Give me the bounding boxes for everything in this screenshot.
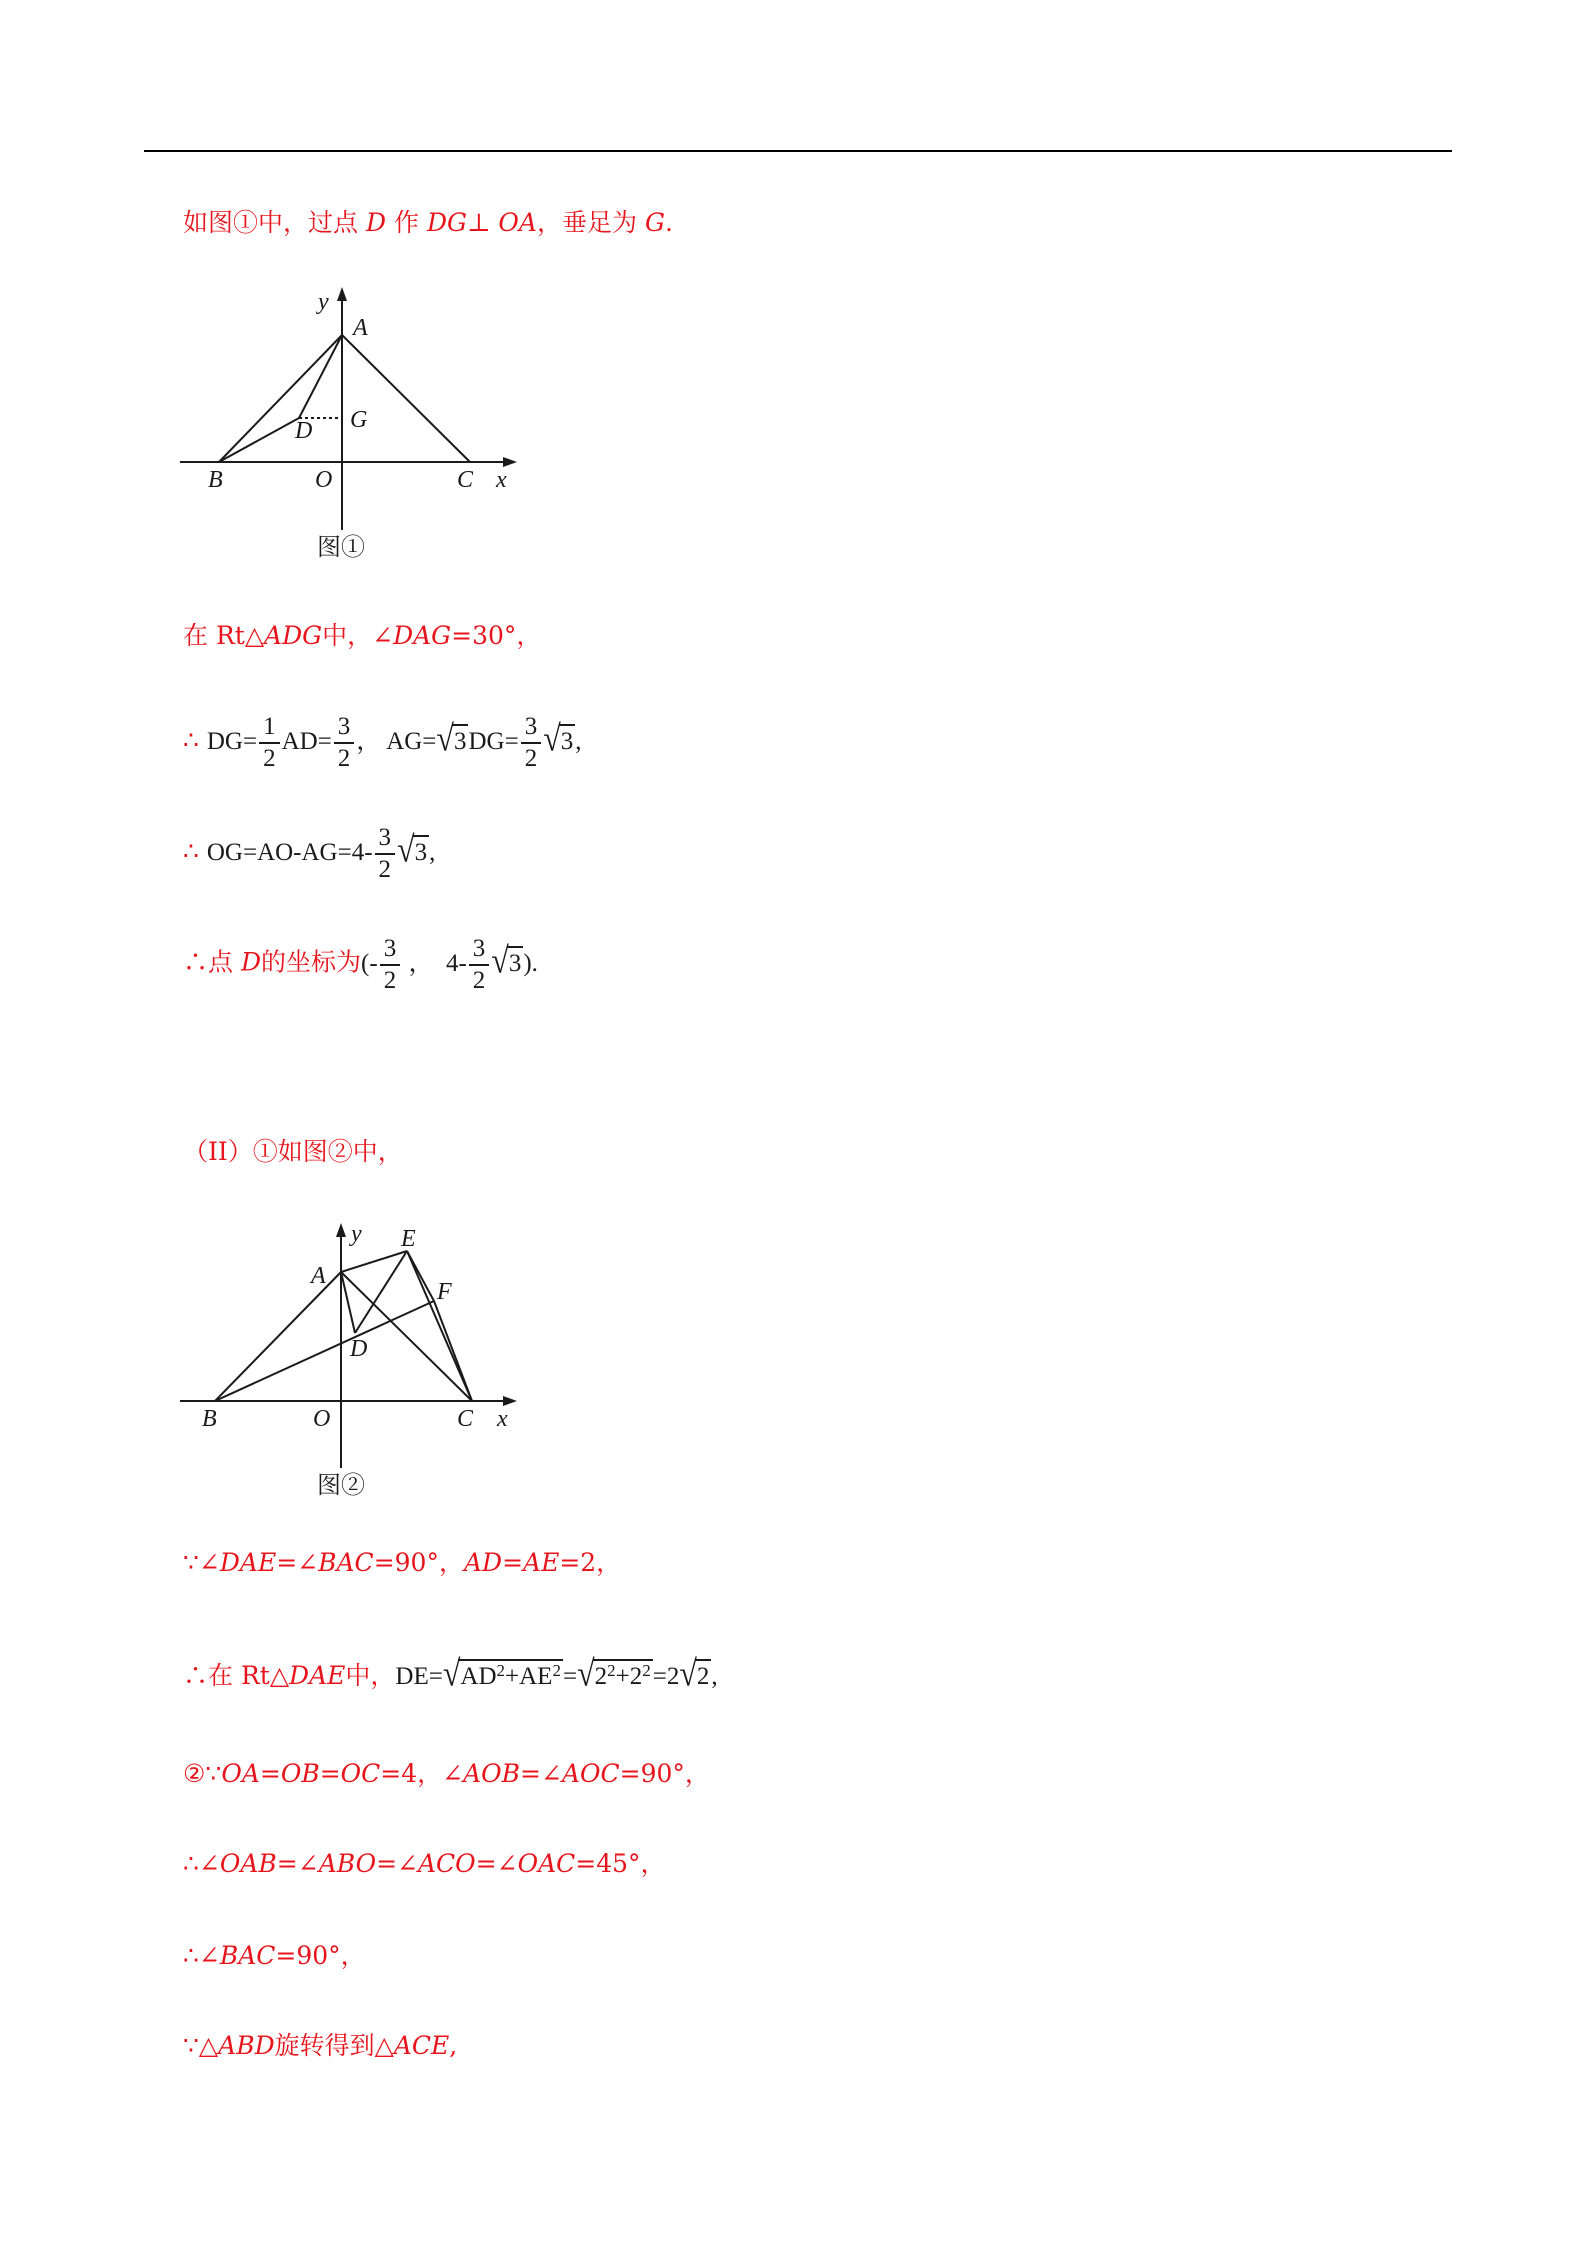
y-arrow (336, 1223, 346, 1237)
text: ，垂足为 (536, 208, 637, 237)
math-text: ， (356, 727, 382, 755)
math-text: AD= (281, 727, 332, 755)
text: =∠ (376, 1849, 418, 1878)
figure-2-diagram (175, 1213, 535, 1513)
angle-label: ABO (318, 1849, 377, 1878)
text: 如图①中，过点 (183, 208, 359, 237)
radical-sign: √ (679, 1652, 697, 1694)
label-o: O (315, 467, 333, 493)
text: . (664, 208, 673, 237)
header-rule (144, 150, 1452, 152)
perp-symbol: ⊥ (466, 208, 491, 237)
fraction (380, 934, 401, 996)
label-x: x (497, 1406, 508, 1432)
radicand: 2 (695, 1659, 712, 1693)
radical-sign: √ (442, 1652, 461, 1694)
triangle-label: DAE (289, 1661, 346, 1690)
math-text: , (711, 1663, 718, 1690)
triangle-label: ACE (393, 2031, 450, 2060)
radicand: 3 (559, 724, 576, 758)
text: =90°， (275, 1941, 366, 1970)
math-text: AG= (386, 727, 437, 755)
point-label: G (644, 208, 665, 237)
triangle-label: ABD (218, 2031, 275, 2060)
text: =∠ (475, 1849, 518, 1878)
math-text: 2 (594, 1663, 608, 1690)
text-line-1 (183, 207, 673, 239)
text: ∵∠ (183, 1548, 220, 1577)
label-d: D (295, 418, 313, 444)
text: 的坐标为 (261, 947, 362, 977)
angle-label: AOB (463, 1759, 521, 1788)
math-text: =2 (652, 1663, 680, 1690)
angle-label: OAB (219, 1849, 277, 1878)
segment-ae (341, 1251, 407, 1272)
segment-ec (407, 1251, 472, 1401)
angle-label: OAC (517, 1849, 576, 1878)
text-line-12 (183, 2030, 457, 2062)
figure-2 (175, 1213, 535, 1517)
figure-1 (175, 285, 535, 579)
text-line-10 (183, 1848, 666, 1880)
angle-label: DAG (393, 621, 452, 650)
math-text: DG= (206, 727, 258, 755)
denominator: 2 (472, 967, 486, 994)
text: ∴在 Rt△ (183, 1661, 290, 1690)
text-line-8 (183, 1652, 718, 1694)
label-g: G (350, 407, 368, 433)
text: 在 Rt△ (183, 621, 265, 650)
label-f: F (437, 1279, 452, 1305)
y-arrow (337, 287, 347, 301)
text: 旋转得到△ (274, 2031, 394, 2060)
figure-caption: 图① (317, 535, 365, 561)
math-text: +AE (505, 1663, 553, 1690)
text: ∴∠ (183, 1849, 220, 1878)
text: =∠ (276, 1849, 319, 1878)
fraction (259, 712, 280, 774)
radicand: 3 (452, 724, 469, 758)
exponent: 2 (607, 1661, 616, 1680)
x-arrow (503, 1396, 517, 1406)
math-text: 4- (445, 949, 467, 977)
label-y: y (318, 289, 329, 315)
numerator: 1 (259, 712, 280, 744)
text: ∵△ (183, 2031, 219, 2060)
denominator: 2 (378, 856, 392, 883)
denominator: 2 (524, 745, 538, 772)
math-text: DG= (468, 727, 519, 755)
math-text: , (575, 727, 582, 755)
math-text: ). (523, 949, 538, 977)
text: ∴∠ (183, 1941, 220, 1970)
segment-ad (341, 1272, 355, 1333)
fraction (334, 712, 355, 774)
fraction (375, 823, 396, 885)
denominator: 2 (337, 745, 351, 772)
text: =∠ (520, 1759, 562, 1788)
text: = (259, 1759, 281, 1788)
text-line-4 (183, 823, 435, 885)
x-arrow (503, 457, 517, 467)
math-text: , (429, 838, 436, 866)
text-line-2 (183, 620, 541, 652)
math-text: = (562, 1663, 578, 1690)
text: ∴点 (183, 947, 234, 977)
figure-1-diagram (175, 285, 535, 575)
math-text: DE= (395, 1663, 443, 1690)
radical-sign: √ (491, 939, 509, 981)
segment-bd (219, 418, 299, 462)
label-e: E (401, 1226, 416, 1252)
segment-ad (299, 335, 342, 418)
math-text: ， (408, 949, 434, 977)
label-c: C (457, 467, 474, 493)
angle-label: ACO (417, 1849, 476, 1878)
text: , (449, 2031, 458, 2060)
label-b: B (202, 1406, 217, 1432)
angle-label: AOC (561, 1759, 620, 1788)
math-text: (- (361, 949, 378, 977)
text: =∠ (276, 1548, 319, 1577)
segment-label: OB (280, 1759, 320, 1788)
radical-sign: √ (543, 717, 561, 759)
radical-sign: √ (577, 1652, 595, 1694)
text: =45°， (575, 1849, 666, 1878)
radical-sign: √ (436, 717, 454, 759)
segment-ba (219, 335, 342, 462)
text: =2， (559, 1548, 622, 1577)
triangle-label: ADG (264, 621, 323, 650)
radicand (593, 1659, 653, 1693)
numerator: 3 (380, 934, 401, 966)
angle-label: BAC (219, 1941, 276, 1970)
label-c: C (457, 1406, 474, 1432)
numerator: 3 (334, 712, 355, 744)
angle-label: BAC (318, 1548, 374, 1577)
label-o: O (313, 1406, 331, 1432)
text-line-3 (183, 712, 582, 774)
exponent: 2 (552, 1661, 561, 1680)
fraction (521, 712, 542, 774)
segment-label: AD (463, 1548, 503, 1577)
text: 作 (393, 208, 419, 237)
numerator: 3 (521, 712, 542, 744)
text: ②∵ (183, 1759, 222, 1788)
text: 中， (345, 1661, 396, 1690)
text: =90°， (373, 1548, 464, 1577)
label-a: A (353, 315, 368, 341)
text: =90°， (619, 1759, 710, 1788)
radical-sign: √ (397, 828, 415, 870)
segment-label: OC (340, 1759, 381, 1788)
text: = (502, 1548, 524, 1577)
label-b: B (208, 467, 223, 493)
segment-ed (355, 1251, 407, 1333)
point-label: D (240, 947, 262, 977)
label-y: y (351, 1221, 362, 1247)
fraction (469, 934, 490, 996)
text: = (319, 1759, 341, 1788)
therefore-symbol: ∴ (183, 725, 199, 755)
text: （II）①如图②中， (183, 1137, 403, 1166)
math-text: AD (460, 1663, 497, 1690)
text: =30°， (451, 621, 542, 650)
denominator: 2 (263, 745, 276, 772)
radicand: 3 (507, 946, 524, 980)
therefore-symbol: ∴ (183, 836, 199, 866)
segment-bf (215, 1301, 434, 1401)
text-line-11 (183, 1940, 366, 1972)
text-line-7 (183, 1547, 621, 1579)
label-a: A (311, 1263, 326, 1289)
radicand (458, 1659, 563, 1693)
segment-label: AE (523, 1548, 560, 1577)
exponent: 2 (496, 1661, 506, 1680)
segment-label: OA (221, 1759, 260, 1788)
label-x: x (496, 467, 507, 493)
segment-label: DG (426, 208, 467, 237)
text: 中，∠ (322, 621, 394, 650)
figure-caption: 图② (317, 1473, 365, 1499)
math-text: +2 (615, 1663, 643, 1690)
text-line-9 (183, 1758, 710, 1790)
point-label: D (365, 208, 387, 237)
math-text: OG=AO-AG=4- (206, 838, 373, 866)
text: =4，∠ (380, 1759, 464, 1788)
segment-label: OA (498, 208, 537, 237)
exponent: 2 (642, 1661, 651, 1680)
segment-ba (215, 1272, 341, 1401)
numerator: 3 (375, 823, 396, 855)
segment-ac (342, 335, 470, 462)
denominator: 2 (383, 967, 397, 994)
angle-label: DAE (219, 1548, 277, 1577)
numerator: 3 (469, 934, 490, 966)
section-heading (183, 1136, 403, 1168)
text-line-5 (183, 934, 538, 996)
label-d: D (350, 1336, 368, 1362)
radicand: 3 (413, 835, 430, 869)
